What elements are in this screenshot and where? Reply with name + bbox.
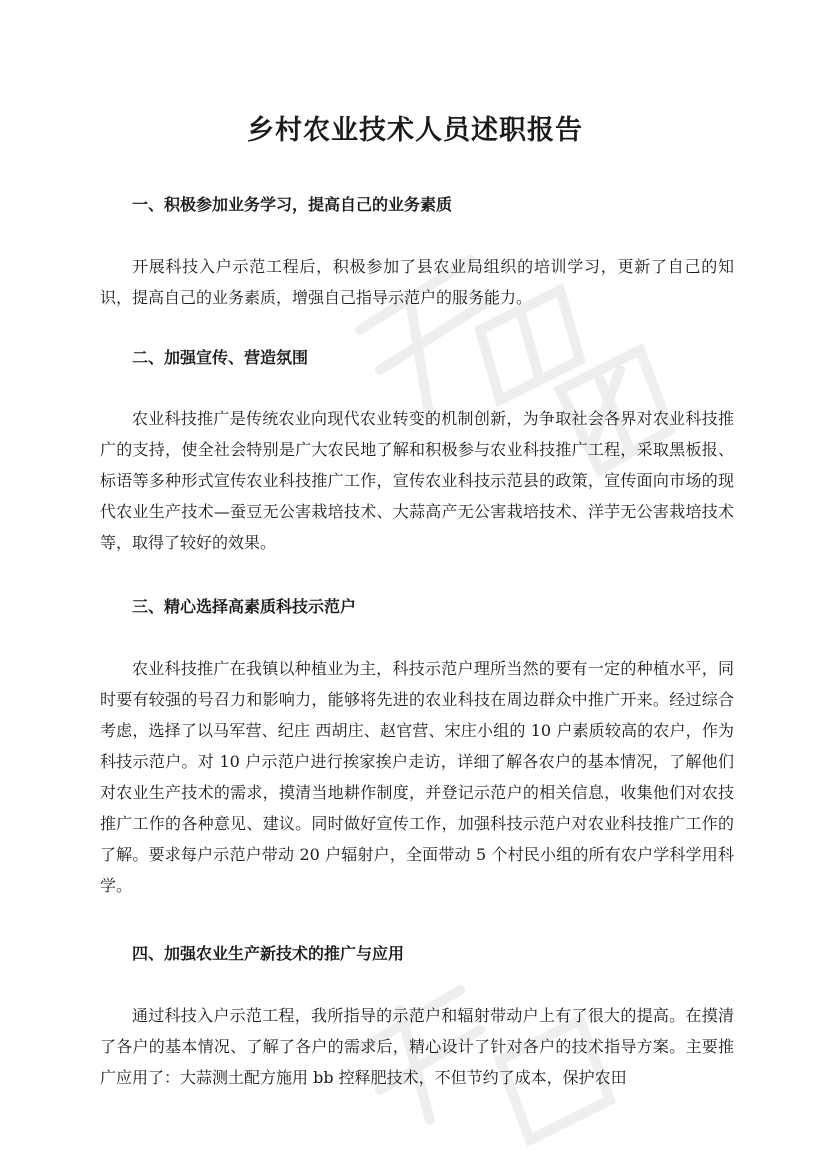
section-heading-3: 三、精心选择高素质科技示范户 (132, 597, 357, 616)
section-body-4: 通过科技入户示范工程，我所指导的示范户和辐射带动户上有了很大的提高。在摸清了各户的基本情况、了解了各户的需求后，精心设计了针对各户的技术指导方案。主要推广应用了：大蒜测土配方施用 bb 控释肥技术，不但节约了成本，保护农田 (100, 1006, 734, 1087)
document-title: 乡村农业技术人员述职报告 (247, 115, 583, 146)
section-heading-2: 二、加强宣传、营造氛围 (132, 348, 309, 367)
section-heading-4: 四、加强农业生产新技术的推广与应用 (132, 944, 405, 963)
section-body-3: 农业科技推广在我镇以种植业为主，科技示范户理所当然的要有一定的种植水平，同时要有较强的号召力和影响力，能够将先进的农业科技在周边群众中推广开来。经过综合考虑，选择了以马军营、纪庄 西胡庄、赵官营、宋庄小组的 10 户素质较高的农户，作为科技示范户。对 10 户示范户进行挨家挨户走访，详细了解各农户的基本情况，了解他们对农业生产技术的需求，摸清当地耕作制度，并登记示范户的相关信息，收集他们对农技推广工作的各种意见、建议。同时做好宣传工作，加强科技示范户对农业科技推广工作的了解。要求每户示范户带动 20 户辐射户，全面带动 5 个村民小组的所有农户学科学用科学。 (100, 659, 734, 895)
section-heading-1: 一、积极参加业务学习，提高自己的业务素质 (132, 195, 453, 214)
section-body-1: 开展科技入户示范工程后，积极参加了县农业局组织的培训学习，更新了自己的知识，提高自己的业务素质，增强自己指导示范户的服务能力。 (100, 257, 734, 307)
section-body-2: 农业科技推广是传统农业向现代农业转变的机制创新，为争取社会各界对农业科技推广的支持，使全社会特别是广大农民地了解和积极参与农业科技推广工程，采取黑板报、标语等多种形式宣传农业科技推广工作，宣传农业科技示范县的政策，宣传面向市场的现代农业生产技术—蚕豆无公害栽培技术、大蒜高产无公害栽培技术、洋芋无公害栽培技术等，取得了较好的效果。 (100, 409, 734, 552)
